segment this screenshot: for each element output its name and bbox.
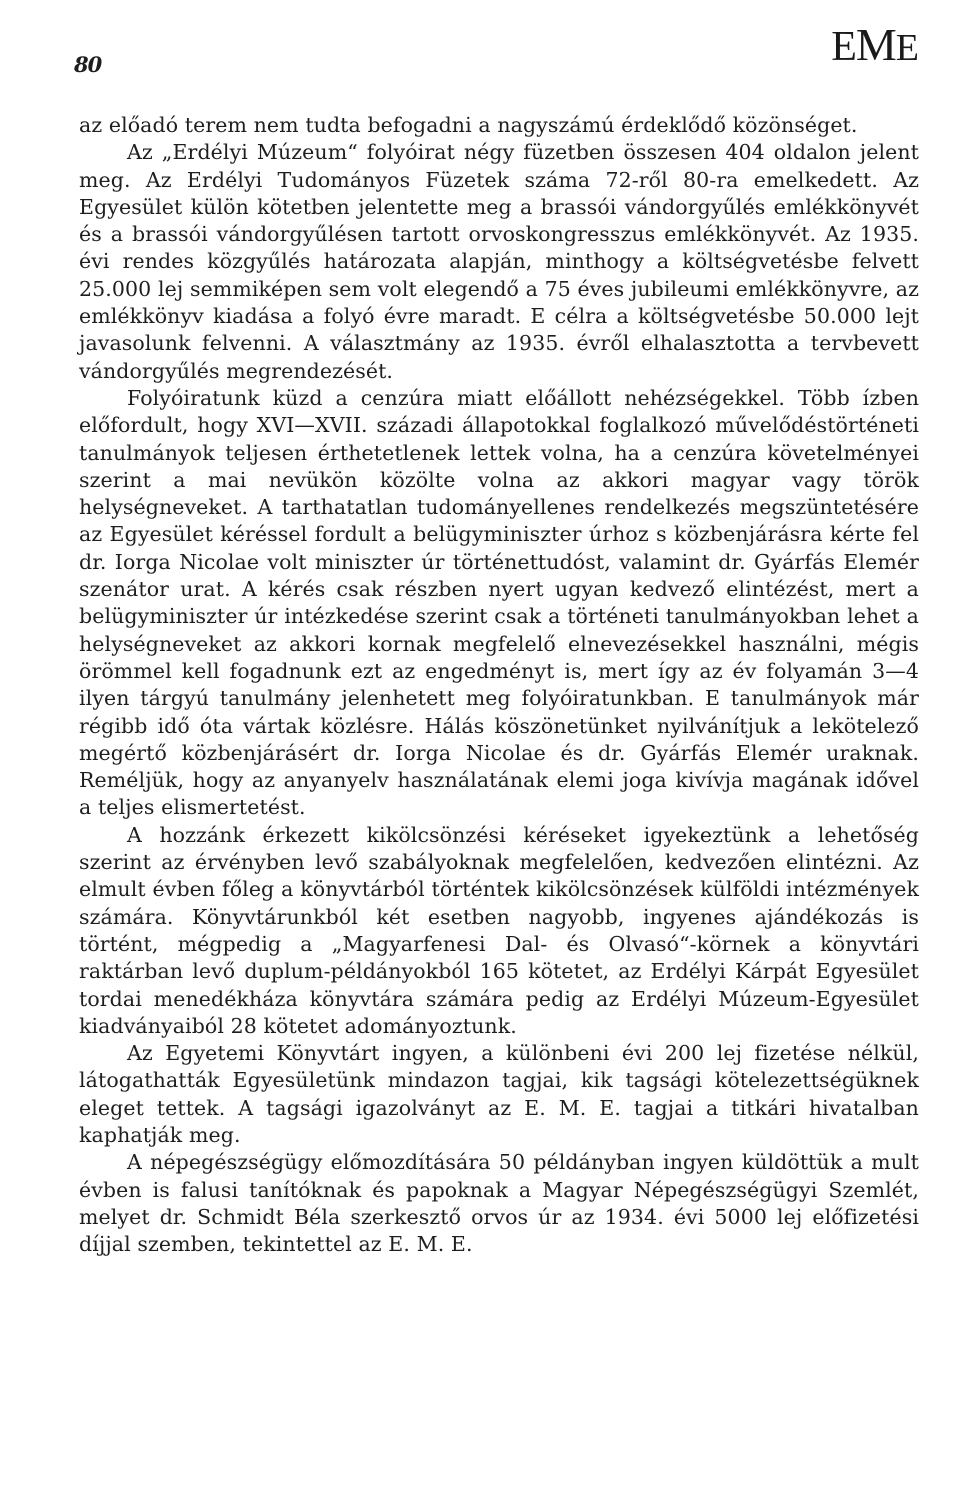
body-text	[79, 112, 919, 1258]
paragraph-university-library: Az Egyetemi Könyvtárt ingyen, a különbeni évi 200 lej fizetése nélkül, látogathatták Egyesületünk mindazon tagjai, kik tagsági kötelezettségüknek eleget tettek. A tagsági igazolványt az E. M. E. tagjai a titkári hivatalban kaphatják meg.	[79, 1041, 919, 1147]
page-number: 80	[74, 52, 102, 77]
paragraph-censorship: Folyóiratunk küzd a cenzúra miatt előállott nehézségekkel. Több ízben előfordult, hogy XVI—XVII. századi állapotokkal foglalkozó művelődéstörténeti tanulmányok teljesen érthetetlenek lettek volna, ha a cenzúra követelményei szerint a mai nevükön közölte volna az akkori magyar vagy török helységneveket. A tarthatatlan tudományellenes rendelkezés megszüntetésére az Egyesület kéréssel fordult a belügyminiszter úrhoz s közbenjárásra kérte fel dr. Iorga Nicolae volt miniszter úr történettudóst, valamint dr. Gyárfás Elemér szenátor urat. A kérés csak részben nyert ugyan kedvező elintézést, mert a belügyminiszter úr intézkedése szerint csak a történeti tanulmányokban lehet a helységneveket az akkori kornak megfelelő elnevezésekkel használni, mégis örömmel kell fogadnunk ezt az engedményt is, mert így az év folyamán 3—4 ilyen tárgyú tanulmány jelenhetett meg folyóiratunkban. E tanulmányok már régibb idő óta vártak közlésre. Hálás köszönetünket nyilvánítjuk a lekötelező megértő közbenjárásért dr. Iorga Nicolae és dr. Gyárfás Elemér uraknak. Reméljük, hogy az anyanyelv használatának elemi joga kivívja magának idővel a teljes elismertetést.	[79, 385, 919, 820]
eme-logo	[831, 19, 918, 70]
paragraph-publications: Az „Erdélyi Múzeum“ folyóirat négy füzetben összesen 404 oldalon jelent meg. Az Erdélyi Tudományos Füzetek száma 72-ről 80-ra emelkedett. Az Egyesület külön kötetben jelentette meg a brassói vándorgyűlés emlékkönyvét és a brassói vándorgyűlésen tartott orvoskongresszus emlékkönyvét. Az 1935. évi rendes közgyűlés határozata alapján, minthogy a költségvetésbe felvett 25.000 lej semmiképen sem volt elegendő a 75 éves jubileumi emlékkönyvre, az emlékkönyv kiadása a folyó évre maradt. E célra a költségvetésbe 50.000 lejt javasolunk felvenni. A választmány az 1935. évről elhalasztotta a tervbevett vándorgyűlés megrendezését.	[79, 140, 919, 383]
logo-letter-e1: E	[831, 24, 856, 70]
logo-letter-e2: E	[895, 27, 918, 69]
paragraph-lending: A hozzánk érkezett kikölcsönzési kéréseket igyekeztünk a lehetőség szerint az érvényben levő szabályoknak megfelelően, kedvezően elintézni. Az elmult évben főleg a könyvtárból történtek kikölcsönzések külföldi intézmények számára. Könyvtárunkból két esetben nagyobb, ingyenes ajándékozás is történt, mégpedig a „Magyarfenesi Dal- és Olvasó“-körnek a könyvtári raktárban levő duplum-példányokból 165 kötetet, az Erdélyi Kárpát Egyesület tordai menedékháza könyvtára számára pedig az Erdélyi Múzeum-Egyesület kiadványaiból 28 kötetet adományoztunk.	[79, 822, 919, 1038]
paragraph-continuation: az előadó terem nem tudta befogadni a nagyszámú érdeklődő közönséget.	[79, 113, 858, 137]
logo-letter-m: M	[855, 19, 896, 70]
paragraph-public-health: A népegészségügy előmozdítására 50 példányban ingyen küldöttük a mult évben is falusi tanítóknak és papoknak a Magyar Népegészségügyi Szemlét, melyet dr. Schmidt Béla szerkesztő orvos úr az 1934. évi 5000 lej előfizetési díjjal szemben, tekintettel az E. M. E.	[79, 1150, 919, 1257]
